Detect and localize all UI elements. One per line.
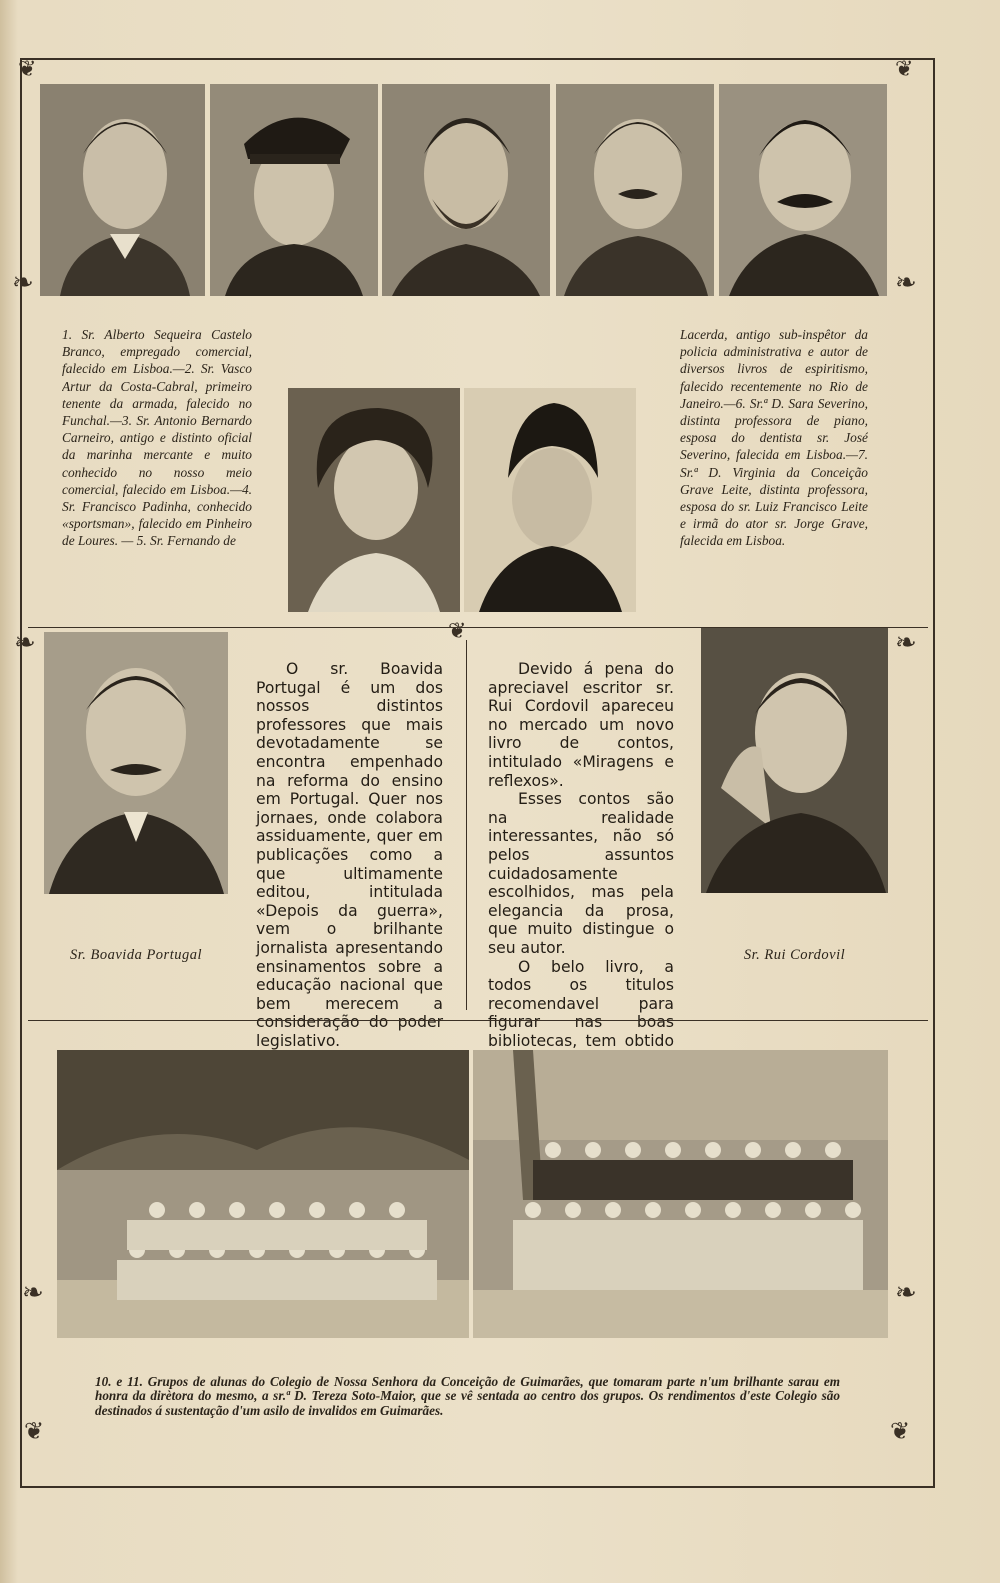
floral-scroll-ornament-icon: ❧ [12, 268, 34, 297]
floral-corner-ornament-icon: ❦ [890, 1419, 911, 1445]
group-photo-10 [57, 1050, 469, 1338]
floral-corner-ornament-icon: ❦ [895, 56, 914, 81]
portrait-caption-right: Sr. Rui Cordovil [743, 947, 846, 963]
portrait-rui-cordovil [701, 628, 888, 893]
article-column-1 [256, 660, 443, 1050]
caption-text: 1. Sr. Alberto Sequeira Castelo Branco, empregado comercial, falecido em Lisboa.—2. Sr. Vasco Artur da Costa-Cabral, primeiro tenente da armada, falecido no Funchal.—3. Sr. Antonio Bernardo Carneiro, antigo e distinto oficial da marinha mercante e muito conhecido no nosso meio comercial, falecido em Lisboa.—4. Sr. Francisco Padinha, conhecido «sportsman», falecido em Pinheiro de Loures. — 5. Sr. Fernando de [62, 327, 252, 549]
column-divider [466, 640, 467, 1010]
article-column-2 [488, 660, 674, 1069]
floral-scroll-ornament-icon: ❧ [895, 268, 917, 297]
floral-scroll-ornament-icon: ❧ [14, 628, 36, 657]
section-divider [28, 1020, 928, 1021]
floral-scroll-ornament-icon: ❧ [895, 628, 917, 657]
portrait-7 [464, 388, 636, 612]
caption-top-right [680, 326, 868, 581]
article-paragraph: O sr. Boavida Portugal é um dos nossos distintos professores que mais devotadamente se encontra empenhado na reforma do ensino em Portugal. Quer nos jornaes, onde colabora assiduamente, quer em publicações como a que ultimamente editou, intitulada «Depois da guerra», vem o brilhante jornalista apresentando ensinamentos sobre a educação nacional que bem merecem a consideração do poder legislativo. [256, 660, 443, 1050]
article-paragraph: Devido á pena do apreciavel escritor sr. Rui Cordovil apareceu no mercado um novo livro de contos, intitulado «Miragens e reflexos». [488, 660, 674, 790]
portrait-1 [40, 84, 205, 296]
portrait-5 [719, 84, 887, 296]
floral-corner-ornament-icon: ❦ [24, 1419, 45, 1445]
article-paragraph: Esses contos são na realidade interessantes, não só pelos assuntos cuidadosamente escolhidos, mas pela elegancia da prosa, que muito distingue o seu autor. [488, 790, 674, 957]
group-photo-11 [473, 1050, 888, 1338]
floral-scroll-ornament-icon: ❦ [448, 618, 467, 643]
floral-scroll-ornament-icon: ❧ [895, 1278, 917, 1307]
article-paragraph: O belo livro, a todos os titulos recomendavel para figurar nas boas bibliotecas, tem obtido [488, 957, 674, 1050]
caption-top-left [62, 326, 252, 581]
floral-corner-ornament-icon: ❦ [18, 56, 37, 81]
portrait-3 [382, 84, 550, 296]
caption-text: Lacerda, antigo sub-inspêtor da policia administrativa e autor de diversos livros de espiritismo, falecido recentemente no Rio de Janeiro.—6. Sr.ª D. Sara Severino, distinta professora de piano, esposa do dentista sr. José Severino, falecida em Lisboa.—7. Sr.ª D. Virginia da Conceição Grave Leite, distinta professora, esposa do sr. Luiz Francisco Leite e irmã do ator sr. Jorge Grave, falecida em Lisboa. [680, 327, 868, 549]
portrait-caption-left: Sr. Boavida Portugal [69, 947, 203, 963]
group-photos-caption: 10. e 11. Grupos de alunas do Colegio de Nossa Senhora da Conceição de Guimarães, que tomaram parte n'um brilhante sarau em honra da dirètora do mesmo, a sr.ª D. Tereza Soto-Maior, que se vê sentada ao centro dos grupos. Os rendimentos d'este Colegio são destinados á sustentação d'um asilo de invalidos em Guimarães. [95, 1374, 840, 1418]
floral-scroll-ornament-icon: ❧ [22, 1278, 44, 1307]
portrait-2 [210, 84, 378, 296]
portrait-boavida-portugal [44, 632, 228, 894]
portrait-4 [556, 84, 714, 296]
portrait-6 [288, 388, 460, 612]
